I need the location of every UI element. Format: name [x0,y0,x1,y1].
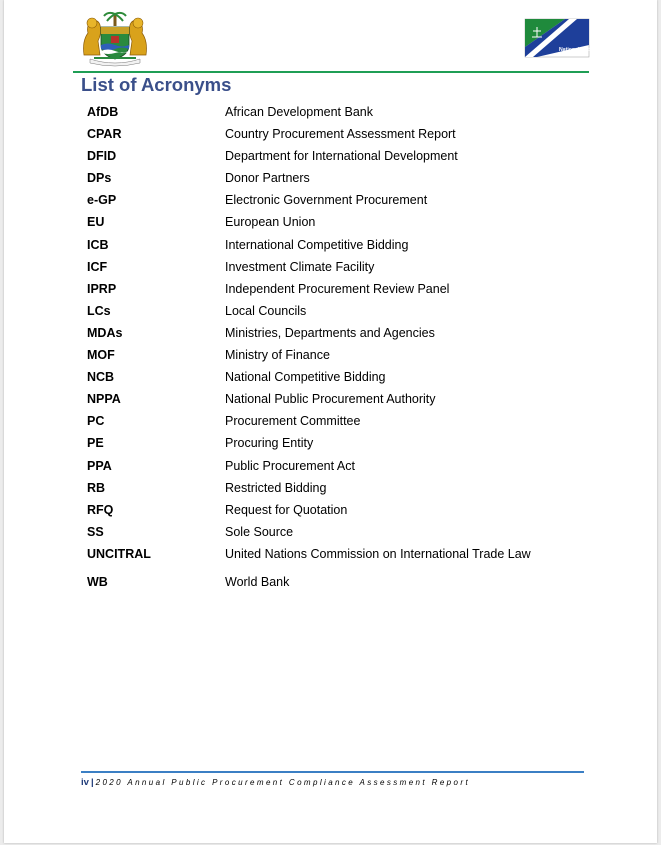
list-item [87,123,607,145]
list-item [87,432,607,454]
acronym-definition: Investment Climate Facility [225,259,375,274]
nppa-logo-icon [525,19,597,57]
list-item [87,211,607,233]
acronym-definition: National Competitive Bidding [225,370,386,385]
acronym: LCs [87,303,111,318]
list-item [87,189,607,211]
acronym: IPRP [87,281,117,296]
logo-text: National Public [559,47,597,53]
acronym-definition: Department for International Development [225,149,458,164]
acronym-definition: Restricted Bidding [225,480,327,495]
report-title: 2020 Annual Public Procurement Compliance Assessment Report [95,778,471,787]
list-item [87,300,607,322]
page-number: iv [81,777,89,788]
list-item [87,167,607,189]
list-item [87,410,607,432]
acronym-definition: World Bank [225,574,290,589]
acronym: AfDB [87,105,119,119]
document-page [4,0,657,843]
acronym: PC [87,414,105,429]
acronym-definition: International Competitive Bidding [225,237,409,252]
acronym: NPPA [87,392,121,407]
acronym-definition: Donor Partners [225,171,310,186]
acronym-definition: Request for Quotation [225,502,348,517]
acronym-definition: Electronic Government Procurement [225,193,428,208]
acronym-definition: Country Procurement Assessment Report [225,127,456,142]
list-item [87,388,607,410]
page-title: List of Acronyms [81,74,232,95]
acronym: NCB [87,370,115,385]
acronym-definition: Local Councils [225,303,307,318]
acronym: ICB [87,237,109,252]
acronym-definition: National Public Procurement Authority [225,392,436,407]
acronym-definition: United Nations Commission on International Trade Law [225,546,531,561]
acronym-definition: European Union [225,215,316,230]
list-item [87,322,607,344]
acronym: UNCITRAL [87,546,151,561]
list-item [87,234,607,256]
acronym-definition: Ministries, Departments and Agencies [225,325,435,340]
coat-of-arms-icon [80,11,150,67]
acronym: PPA [87,458,112,473]
acronym-definition: Public Procurement Act [225,458,355,473]
list-item [87,571,607,593]
list-item [87,366,607,388]
acronym: SS [87,524,104,539]
list-item [87,499,607,521]
acronym-list [87,101,607,593]
acronym: EU [87,215,105,230]
header-rule [73,71,589,73]
acronym-definition: Ministry of Finance [225,348,330,363]
list-item [87,521,607,543]
footer-rule [81,771,584,773]
list-item [87,455,607,477]
acronym: WB [87,574,108,589]
footer-separator: | [90,777,94,788]
list-item [87,477,607,499]
acronym: DPs [87,171,112,186]
acronym: ICF [87,259,108,274]
acronym-definition: Procuring Entity [225,436,314,451]
acronym: RB [87,480,106,495]
acronym: DFID [87,149,117,164]
list-item [87,344,607,366]
acronym: RFQ [87,502,114,517]
acronym: CPAR [87,127,122,142]
acronym: MDAs [87,325,123,340]
list-item [87,101,607,123]
acronym-definition: Independent Procurement Review Panel [225,281,450,296]
page-footer [81,777,470,788]
acronym-definition: Procurement Committee [225,414,361,429]
acronym: MOF [87,348,115,363]
acronym: PE [87,436,104,451]
acronym-definition: African Development Bank [225,105,373,119]
list-item [87,256,607,278]
acronym: e-GP [87,193,117,208]
list-item [87,543,607,565]
list-item [87,145,607,167]
list-item [87,278,607,300]
acronym-definition: Sole Source [225,524,294,539]
